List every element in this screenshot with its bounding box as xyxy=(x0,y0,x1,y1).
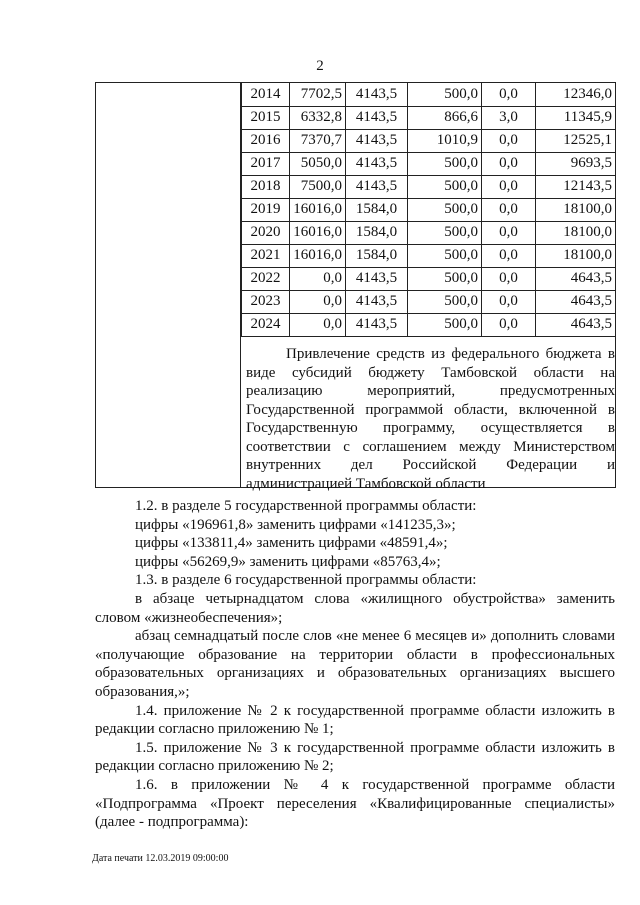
table-cell: 4143,5 xyxy=(346,152,408,175)
table-cell: 500,0 xyxy=(408,152,482,175)
table-cell: 4143,5 xyxy=(346,267,408,290)
table-cell: 500,0 xyxy=(408,221,482,244)
table-left-column xyxy=(96,83,241,487)
paragraph: 1.2. в разделе 5 государственной программы области: xyxy=(135,498,477,514)
table-row xyxy=(242,244,616,267)
table-row xyxy=(242,106,616,129)
table-cell: 1584,0 xyxy=(346,244,408,267)
table-row xyxy=(242,198,616,221)
table-cell: 0,0 xyxy=(482,267,536,290)
table-cell: 0,0 xyxy=(482,244,536,267)
table-cell: 1010,9 xyxy=(408,129,482,152)
table-cell: 0,0 xyxy=(482,175,536,198)
table-cell: 4143,5 xyxy=(346,313,408,336)
table-cell: 500,0 xyxy=(408,175,482,198)
table-cell: 500,0 xyxy=(408,313,482,336)
table-row xyxy=(242,175,616,198)
table-cell: 0,0 xyxy=(482,290,536,313)
table-cell: 3,0 xyxy=(482,106,536,129)
paragraph: 1.6. в приложении № 4 к государственной программе области «Подпрограмма «Проект переселения «Квалифицированные специалисты» (далее - подпрограмма): xyxy=(95,776,615,831)
paragraph: цифры «56269,9» заменить цифрами «85763,4»; xyxy=(135,553,441,570)
table-row xyxy=(242,129,616,152)
table-cell: 500,0 xyxy=(408,83,482,106)
table-cell: 16016,0 xyxy=(290,198,346,221)
paragraph: абзац семнадцатый после слов «не менее 6 месяцев и» дополнить словами «получающие образование на территории области в профессиональных образовательных организациях и образовательных организациях высшего образования,»; xyxy=(95,628,615,700)
table-cell: 7500,0 xyxy=(290,175,346,198)
paragraph: в абзаце четырнадцатом слова «жилищного обустройства» заменить словом «жизнеобеспечения»; xyxy=(95,590,615,626)
table-cell: 866,6 xyxy=(408,106,482,129)
table-cell: 9693,5 xyxy=(536,152,616,175)
table-note-text: Привлечение средств из федерального бюджета в виде субсидий бюджету Тамбовской области на реализацию мероприятий, предусмотренных Государственной программой области, включенной в Государственную программу, осуществляется в соответствии с соглашением между Министерством внутренних дел Российской Федерации и администрацией Тамбовской области xyxy=(246,346,615,492)
table-cell: 2018 xyxy=(242,175,290,198)
table-cell: 0,0 xyxy=(482,198,536,221)
paragraph: цифры «133811,4» заменить цифрами «48591,4»; xyxy=(135,535,448,552)
table-cell: 4143,5 xyxy=(346,106,408,129)
table-cell: 12525,1 xyxy=(536,129,616,152)
table-cell: 0,0 xyxy=(482,313,536,336)
table-cell: 4143,5 xyxy=(346,83,408,106)
table-row xyxy=(242,152,616,175)
page-number: 2 xyxy=(316,58,324,74)
table-cell: 0,0 xyxy=(290,290,346,313)
table-cell: 500,0 xyxy=(408,244,482,267)
table-cell: 4143,5 xyxy=(346,175,408,198)
table-note xyxy=(246,345,615,493)
table-cell: 2021 xyxy=(242,244,290,267)
table-cell: 5050,0 xyxy=(290,152,346,175)
table-cell: 18100,0 xyxy=(536,198,616,221)
table-cell: 1584,0 xyxy=(346,221,408,244)
table-cell: 18100,0 xyxy=(536,244,616,267)
table-row xyxy=(242,221,616,244)
table-row xyxy=(242,290,616,313)
table-cell: 0,0 xyxy=(482,83,536,106)
table-cell: 7702,5 xyxy=(290,83,346,106)
table-cell: 500,0 xyxy=(408,290,482,313)
table-row xyxy=(242,313,616,336)
table-cell: 2023 xyxy=(242,290,290,313)
table-cell: 0,0 xyxy=(290,267,346,290)
table-cell: 1584,0 xyxy=(346,198,408,221)
paragraph: цифры «196961,8» заменить цифрами «141235,3»; xyxy=(135,516,456,533)
table-cell: 500,0 xyxy=(408,267,482,290)
table-cell: 0,0 xyxy=(290,313,346,336)
table-row xyxy=(242,83,616,106)
funding-years-table xyxy=(241,83,615,337)
table-cell: 2015 xyxy=(242,106,290,129)
funding-table xyxy=(95,82,616,492)
table-cell: 2019 xyxy=(242,198,290,221)
paragraph: 1.3. в разделе 6 государственной программы области: xyxy=(135,572,477,589)
table-cell: 2022 xyxy=(242,267,290,290)
table-cell: 2014 xyxy=(242,83,290,106)
table-cell: 12346,0 xyxy=(536,83,616,106)
table-cell: 0,0 xyxy=(482,129,536,152)
table-cell: 0,0 xyxy=(482,221,536,244)
table-cell: 4143,5 xyxy=(346,290,408,313)
table-cell: 4143,5 xyxy=(346,129,408,152)
table-row xyxy=(242,267,616,290)
table-cell: 500,0 xyxy=(408,198,482,221)
table-cell: 7370,7 xyxy=(290,129,346,152)
table-cell: 2024 xyxy=(242,313,290,336)
table-cell: 18100,0 xyxy=(536,221,616,244)
paragraph: 1.5. приложение № 3 к государственной программе области изложить в редакции согласно приложению № 2; xyxy=(95,739,615,775)
table-cell: 11345,9 xyxy=(536,106,616,129)
table-cell: 16016,0 xyxy=(290,221,346,244)
table-cell: 4643,5 xyxy=(536,267,616,290)
table-cell: 4643,5 xyxy=(536,313,616,336)
table-cell: 2017 xyxy=(242,152,290,175)
table-cell: 2016 xyxy=(242,129,290,152)
table-cell: 4643,5 xyxy=(536,290,616,313)
print-date-footer: Дата печати 12.03.2019 09:00:00 xyxy=(92,853,229,864)
table-cell: 6332,8 xyxy=(290,106,346,129)
table-cell: 12143,5 xyxy=(536,175,616,198)
table-cell: 16016,0 xyxy=(290,244,346,267)
table-cell: 0,0 xyxy=(482,152,536,175)
paragraph: 1.4. приложение № 2 к государственной программе области изложить в редакции согласно приложению № 1; xyxy=(95,702,615,738)
table-cell: 2020 xyxy=(242,221,290,244)
document-body xyxy=(95,497,615,832)
